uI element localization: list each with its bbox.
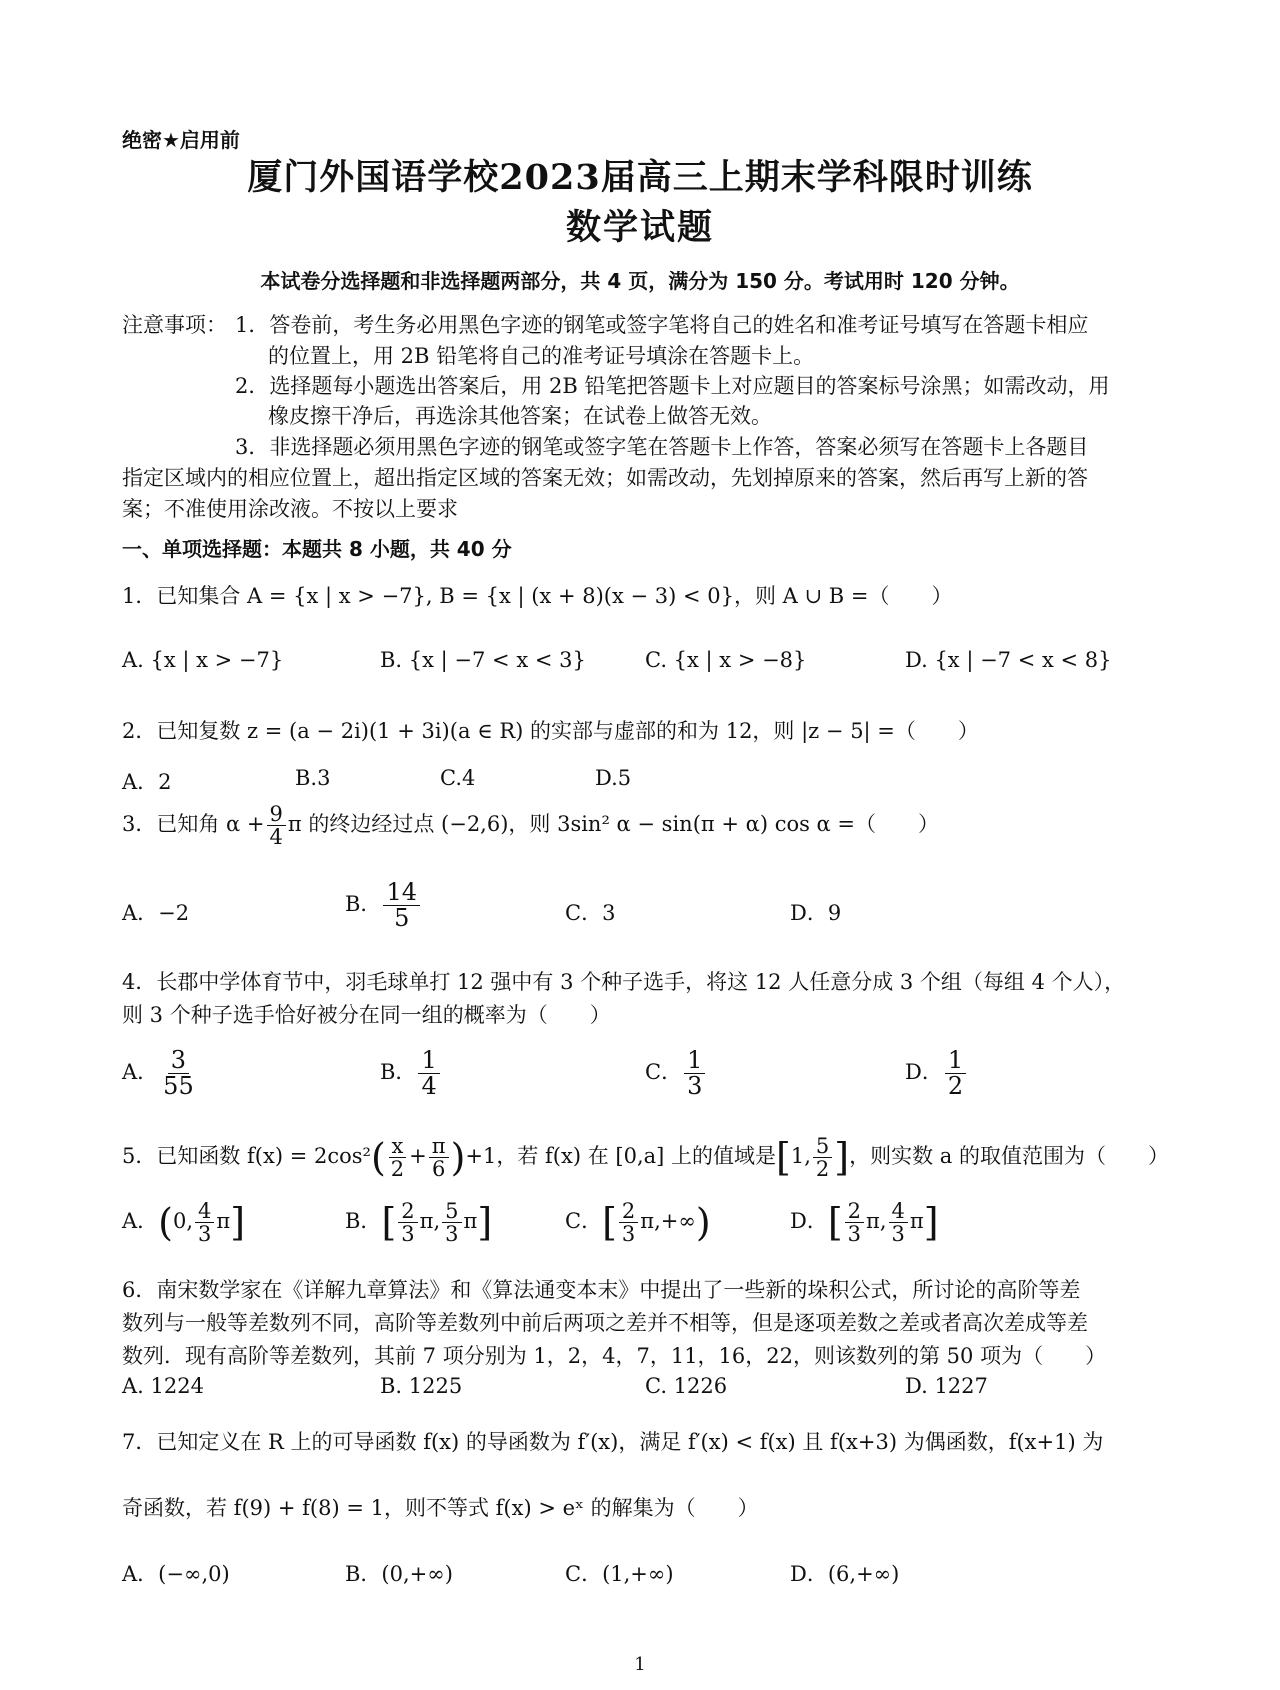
q5-option-a-pre: 0, [173,1209,194,1234]
q5-frac-2-num: π [429,1135,449,1158]
q5-stem-part-2: +1，若 f(x) 在 [0,a] 上的值域是 [465,1144,777,1169]
q5-option-b-frac-1 [398,1200,417,1245]
q5-option-d-frac-2 [889,1200,908,1245]
q7-option-b: B．(0,+∞) [345,1562,453,1586]
q5-option-d-num-1: 2 [845,1200,864,1223]
q5-option-b-num-1: 2 [398,1200,417,1223]
q1-option-d: D. {x | −7 < x < 8} [905,648,1112,672]
q3-option-b-den: 5 [394,904,410,933]
q3-option-b-label: B． [345,892,382,917]
q5-option-c-fraction [619,1200,638,1245]
q5-option-d-den-1: 3 [847,1222,862,1247]
q5-range-num: 5 [813,1135,832,1158]
q5-frac-1-den: 2 [390,1157,405,1182]
q4-option-c [645,1048,707,1099]
q6-option-d: D. 1227 [905,1374,988,1398]
q5-option-a [122,1200,245,1245]
q2-stem: 2．已知复数 z = (a − 2i)(1 + 3i)(a ∈ R) 的实部与虚部的和为 12，则 |z − 5| =（ ） [122,719,979,743]
q6-line-1: 6．南宋数学家在《详解九章算法》和《算法通变本末》中提出了一些新的垛积公式，所讨论的高阶等差 [122,1278,1081,1302]
q5-option-c-post: π,+∞ [640,1209,696,1234]
q5-option-a-post: π [216,1209,231,1234]
q5-option-b-post: π [463,1209,478,1234]
q5-range-open: [ [776,1135,791,1180]
q5-stem-part-3: ，则实数 a 的取值范围为（ ） [849,1144,1169,1169]
q4-line-1: 4．长郡中学体育节中，羽毛球单打 12 强中有 3 个种子选手，将这 12 人任意分成 3 个组（每组 4 个人）， [122,970,1126,994]
q5-option-c [565,1200,711,1245]
q5-paren-close: ) [450,1135,466,1180]
q5-plus: + [409,1144,427,1169]
q5-paren-open: ( [370,1135,386,1180]
note-3b: 指定区域内的相应位置上，超出指定区域的答案无效；如需改动，先划掉原来的答案，然后再写上新的答 [122,466,1088,490]
q5-option-a-open: ( [158,1200,173,1245]
q3-option-a: A．−2 [122,901,190,925]
q2-option-b: B.3 [295,766,331,790]
q5-option-d [790,1200,939,1245]
q4-option-c-num: 1 [684,1048,705,1074]
q3-stem-pre: 3．已知角 α + [122,812,265,837]
q5-range-pre: 1, [790,1144,811,1169]
q5-option-b [345,1200,492,1245]
q3-option-b-num: 14 [383,880,420,906]
q5-option-b-open: [ [381,1200,397,1245]
q4-option-c-label: C． [645,1060,683,1085]
q5-range-den: 2 [815,1157,830,1182]
note-1b: 的位置上，用 2B 铅笔将自己的准考证号填涂在答题卡上。 [268,344,815,368]
note-3c: 案；不准使用涂改液。不按以上要求 [122,497,458,521]
exam-intro: 本试卷分选择题和非选择题两部分，共 4 页，满分为 150 分。考试用时 120 分钟。 [260,269,1020,293]
note-3a: 3．非选择题必须用黑色字迹的钢笔或签字笔在答题卡上作答，答案必须写在答题卡上各题目 [235,435,1089,459]
q4-option-d [905,1048,968,1099]
q5-frac-2 [429,1135,449,1180]
q4-option-d-fraction [945,1048,966,1099]
q7-option-a: A．(−∞,0) [122,1562,230,1586]
q4-option-b [380,1048,442,1099]
q1-option-b: B. {x | −7 < x < 3} [380,648,586,672]
q3-frac-den: 4 [269,825,283,850]
q4-option-a-label: A． [122,1060,159,1085]
q1-option-c: C. {x | x > −8} [645,648,807,672]
q5-option-b-label: B． [345,1209,382,1234]
q3-option-b-fraction [383,880,420,931]
q4-option-d-den: 2 [947,1072,964,1101]
q3-fraction [267,803,286,848]
q4-option-a-fraction [160,1048,197,1099]
q1-option-a: A. {x | x > −7} [122,648,284,672]
q4-option-d-num: 1 [945,1048,966,1074]
note-1a: 1．答卷前，考生务必用黑色字迹的钢笔或签字笔将自己的姓名和准考证号填写在答题卡相应 [235,313,1089,337]
note-2a: 2．选择题每小题选出答案后，用 2B 铅笔把答题卡上对应题目的答案标号涂黑；如需改动，用 [235,374,1110,398]
q5-option-b-num-2: 5 [442,1200,461,1223]
q5-option-d-close: ] [923,1200,939,1245]
q4-option-a [122,1048,199,1099]
q5-option-c-open: [ [602,1200,617,1245]
note-2b: 橡皮擦干净后，再选涂其他答案；在试卷上做答无效。 [268,404,772,428]
q7-line-2: 奇函数，若 f(9) + f(8) = 1，则不等式 f(x) > eˣ 的解集为（ ） [122,1496,759,1520]
q4-line-2: 则 3 个种子选手恰好被分在同一组的概率为（ ） [122,1003,611,1027]
q5-option-b-close: ] [477,1200,493,1245]
q4-option-b-num: 1 [418,1048,439,1074]
q5-option-b-den-1: 3 [401,1222,415,1247]
q5-option-c-close: ) [695,1200,711,1245]
q5-range-fraction [813,1135,832,1180]
q5-option-d-frac-1 [845,1200,864,1245]
q2-option-a: A．2 [122,770,172,794]
q4-option-a-num: 3 [168,1048,189,1074]
q3-option-b [345,880,422,931]
q3-stem [122,803,939,848]
q3-option-c: C．3 [565,901,616,925]
q5-option-a-close: ] [230,1200,246,1245]
q7-line-1: 7．已知定义在 R 上的可导函数 f(x) 的导函数为 f′(x)，满足 f′(x) < f(x) 且 f(x+3) 为偶函数，f(x+1) 为 [122,1430,1104,1454]
q5-frac-1-num: x [389,1135,407,1158]
q5-option-d-num-2: 4 [889,1200,908,1223]
q5-option-d-den-2: 3 [891,1222,905,1247]
q6-option-c: C. 1226 [645,1374,728,1398]
q5-option-c-label: C． [565,1209,603,1234]
q5-stem [122,1135,1169,1180]
q3-frac-num: 9 [267,803,286,826]
q5-option-d-mid: π, [866,1209,887,1234]
q5-option-d-label: D． [790,1209,828,1234]
q6-option-a: A. 1224 [122,1374,204,1398]
q3-stem-post: π 的终边经过点 (−2,6)，则 3sin² α − sin(π + α) cos α =（ ） [287,812,939,837]
q7-option-d: D．(6,+∞) [790,1562,900,1586]
q5-option-b-frac-2 [442,1200,461,1245]
q5-frac-1 [388,1135,407,1180]
q5-option-d-post: π [909,1209,924,1234]
q1-stem: 1．已知集合 A = {x | x > −7}, B = {x | (x + 8)(x − 3) < 0}，则 A ∪ B =（ ） [122,584,953,608]
exam-title: 厦门外国语学校2023届高三上期末学科限时训练 [247,157,1033,198]
q2-option-c: C.4 [440,766,476,790]
q5-frac-2-den: 6 [431,1157,446,1182]
q4-option-c-den: 3 [687,1072,703,1101]
q2-option-d: D.5 [595,766,632,790]
q4-option-a-den: 55 [163,1072,194,1101]
exam-subtitle: 数学试题 [565,207,714,248]
q6-line-3: 数列．现有高阶等差数列，其前 7 项分别为 1，2，4，7，11，16，22，则该数列的第 50 项为（ ） [122,1344,1107,1368]
page-number: 1 [634,1654,646,1675]
q3-option-d: D．9 [790,901,842,925]
q5-option-b-mid: π, [419,1209,441,1234]
q5-option-a-fraction [195,1200,214,1245]
q5-option-c-num: 2 [619,1200,638,1223]
q5-option-d-open: [ [827,1200,843,1245]
q5-option-b-den-2: 3 [445,1222,459,1247]
q4-option-b-den: 4 [421,1072,437,1101]
q5-option-a-label: A． [122,1209,159,1234]
q4-option-b-label: B． [380,1060,417,1085]
q5-range-close: ] [834,1135,850,1180]
q4-option-b-fraction [418,1048,439,1099]
q5-option-c-den: 3 [621,1222,636,1247]
q6-option-b: B. 1225 [380,1374,463,1398]
confidential-label: 绝密★启用前 [122,128,240,152]
q4-option-c-fraction [684,1048,705,1099]
q5-stem-part-1: 5．已知函数 f(x) = 2cos² [122,1144,371,1169]
q6-line-2: 数列与一般等差数列不同，高阶等差数列中前后两项之差并不相等，但是逐项差数之差或者高次差成等差 [122,1311,1088,1335]
q4-option-d-label: D． [905,1060,943,1085]
q5-option-a-den: 3 [198,1222,212,1247]
q7-option-c: C．(1,+∞) [565,1562,674,1586]
section-heading: 一、单项选择题：本题共 8 小题，共 40 分 [122,537,512,561]
q5-option-a-num: 4 [195,1200,214,1223]
notes-label: 注意事项： [122,313,227,337]
